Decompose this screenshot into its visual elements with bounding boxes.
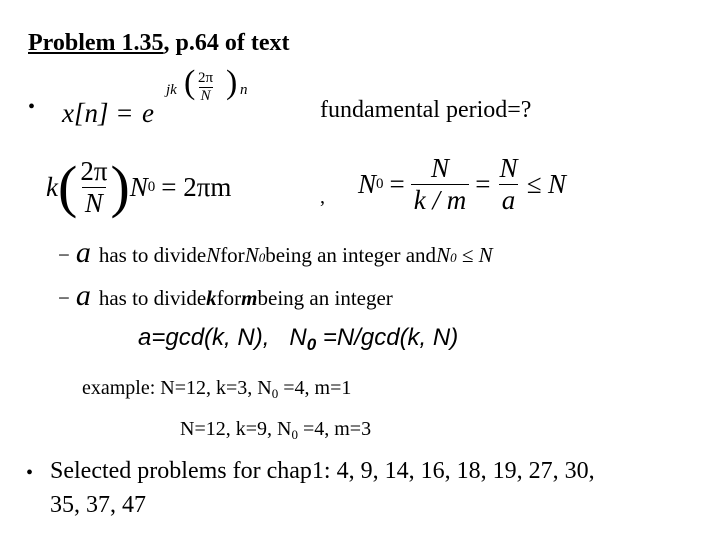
dash-1-text1: has to divide — [98, 243, 207, 267]
dash-1-le: ≤ — [456, 243, 479, 267]
example-line-2 — [180, 418, 371, 443]
eq3-fraction-1 — [411, 153, 469, 216]
eq2-N: N — [129, 171, 148, 202]
exponent-jk: jk — [166, 82, 177, 98]
equation-base: e — [142, 98, 154, 128]
exponent-frac-num: 2π — [198, 70, 214, 86]
eq3-le-N: ≤ N — [526, 168, 567, 199]
selected-bullet: • — [26, 462, 34, 484]
dash-2-text2: for — [216, 286, 242, 310]
eq3-equals-1: = — [389, 168, 405, 199]
equation-N0 — [358, 148, 566, 220]
dash-2-text3: being an integer — [257, 286, 393, 310]
eq3-f2-num: N — [499, 152, 518, 183]
example-line-1 — [82, 377, 351, 402]
dash-item-2 — [58, 279, 393, 313]
formula-sub: 0 — [306, 335, 317, 354]
selected-line-1: Selected problems for chap1: 4, 9, 14, 16, 18, 19, 27, 30, — [50, 458, 595, 484]
eq3-f1-num: N — [430, 152, 449, 183]
exponent-paren-right: ) — [226, 64, 238, 101]
equation-period — [46, 152, 231, 222]
eq2-paren-right: ) — [110, 154, 130, 219]
title-rest: , p.64 of text — [163, 30, 290, 56]
question-text: fundamental period=? — [320, 97, 532, 123]
eq3-N: N — [358, 168, 377, 199]
eq2-frac-den: N — [82, 187, 106, 219]
dash-1-N0-sub: 0 — [258, 250, 266, 265]
example-2b: =4, m=3 — [297, 418, 372, 440]
eq2-k: k — [46, 171, 58, 202]
eq2-frac-num: 2π — [80, 155, 108, 186]
gcd-formula — [138, 324, 458, 355]
dash-1-N0b-sub: 0 — [450, 250, 457, 265]
dash-1-text3: being an integer and — [265, 243, 437, 267]
dash-2-a: a — [75, 279, 91, 312]
dash-2-text1: has to divide — [98, 286, 207, 310]
dash-1-N0: N — [244, 243, 259, 267]
formula-part2: =N/gcd(k, N) — [316, 324, 459, 351]
dash-2-marker: − — [58, 286, 70, 310]
equation-lhs: x[n] = — [62, 98, 134, 128]
eq2-comma: , — [320, 186, 325, 208]
eq2-fraction — [77, 156, 110, 219]
dash-1-text2: for — [220, 243, 245, 267]
eq3-N-sub: 0 — [376, 175, 384, 192]
dash-item-1 — [58, 236, 493, 270]
eq3-f1-den: k / m — [411, 184, 469, 216]
example-2a: N=12, k=9, N — [180, 418, 292, 440]
eq3-equals-2: = — [475, 168, 491, 199]
bullet-dot: • — [28, 96, 36, 118]
dash-1-Nend: N — [478, 243, 493, 267]
example-1-sub: 0 — [271, 386, 279, 401]
exponent-paren-left: ( — [184, 64, 196, 101]
example-1a: example: N=12, k=3, N — [82, 377, 272, 399]
slide-title — [28, 30, 290, 57]
example-1b: =4, m=1 — [278, 377, 352, 399]
dash-1-N0b: N — [436, 243, 451, 267]
formula-part1: a=gcd(k, N), N — [138, 324, 307, 351]
dash-2-k: k — [206, 286, 217, 310]
eq2-paren-left: ( — [57, 154, 78, 219]
problem-label: Problem 1.35 — [28, 30, 164, 56]
exponent-n: n — [240, 82, 248, 98]
eq2-rhs: = 2πm — [161, 171, 232, 202]
eq2-N-sub: 0 — [147, 178, 156, 195]
dash-1-marker: − — [58, 243, 70, 267]
selected-line-2: 35, 37, 47 — [50, 492, 146, 518]
exponent-fraction — [196, 70, 215, 105]
eq3-f2-den: a — [499, 184, 519, 216]
exponent-frac-den: N — [200, 88, 211, 104]
example-2-sub: 0 — [291, 427, 298, 442]
dash-1-N: N — [206, 243, 221, 267]
eq3-fraction-2 — [496, 153, 520, 216]
dash-1-a: a — [75, 236, 91, 269]
dash-2-m: m — [241, 286, 258, 310]
